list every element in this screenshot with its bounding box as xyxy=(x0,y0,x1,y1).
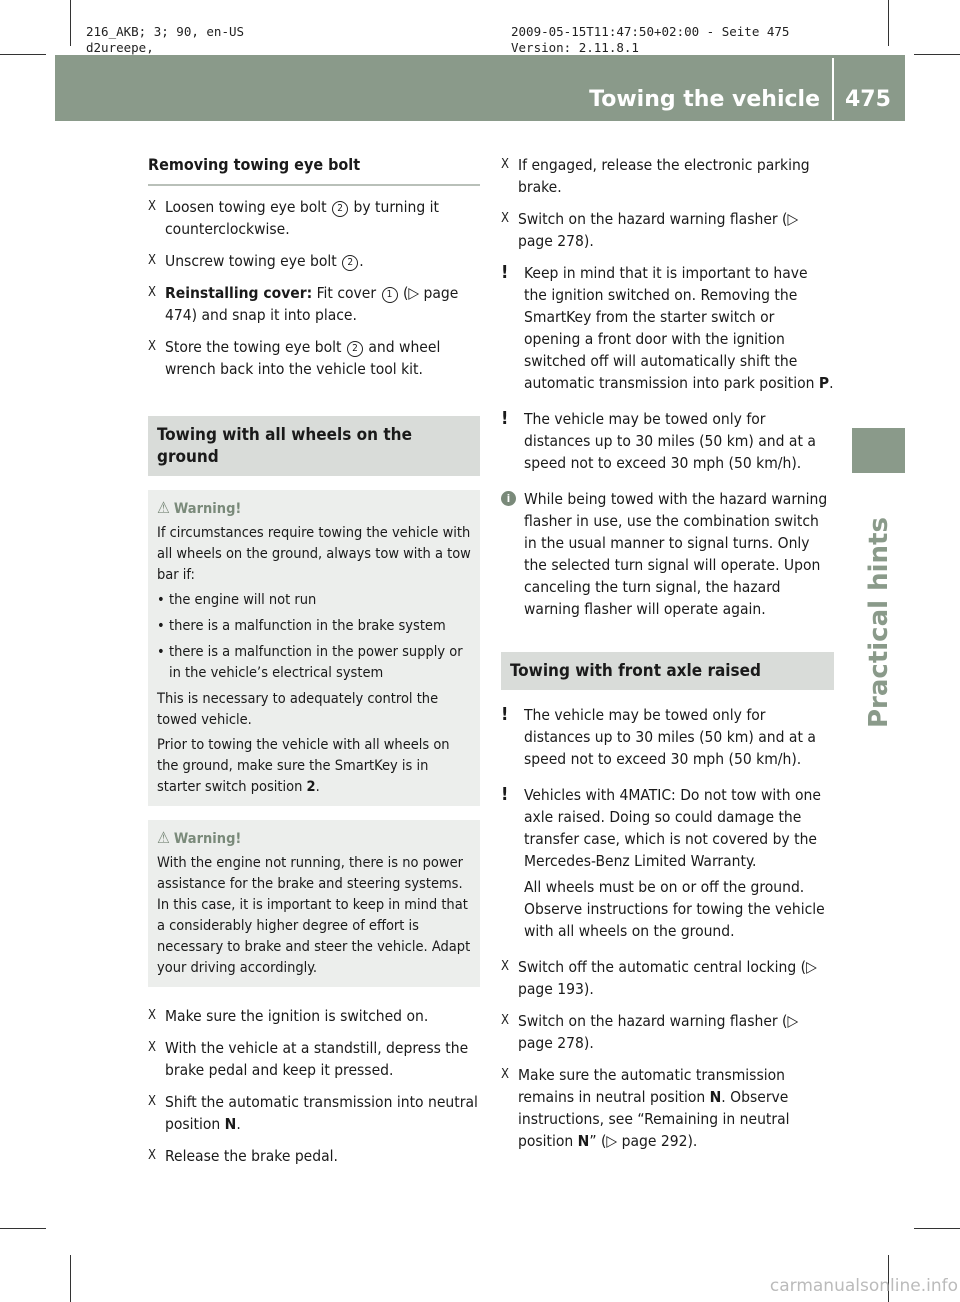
side-tab xyxy=(864,480,898,730)
page-number: 475 xyxy=(845,87,891,112)
step-arrow-icon: X xyxy=(148,253,157,268)
bullet-text: there is a malfunction in the brake system xyxy=(169,618,446,634)
note-text: The vehicle may be towed only for distances up to 30 miles (50 km) and at a speed not to exceed 30 mph (50 km/h). xyxy=(524,706,816,768)
crop-mark xyxy=(914,54,960,55)
caution-icon: ! xyxy=(501,704,509,725)
step-arrow-icon: X xyxy=(148,1094,157,1109)
step-arrow-icon: X xyxy=(148,1040,157,1055)
meta-right xyxy=(511,24,789,56)
step-item xyxy=(148,1145,480,1167)
step-text: Switch on the hazard warning flasher (▷ page 278). xyxy=(518,210,799,250)
step-arrow-icon: X xyxy=(148,339,157,354)
section-heading-front-axle: Towing with front axle raised xyxy=(501,652,834,690)
warning-title xyxy=(157,497,473,520)
warning-title-text: Warning! xyxy=(173,831,242,847)
meta-right-line1: 2009-05-15T11:47:50+02:00 - Seite 475 xyxy=(511,24,790,39)
step-text: If engaged, release the electronic parking brake. xyxy=(518,156,810,196)
bullet-icon: • xyxy=(157,618,165,634)
step-text: by turning it counterclockwise. xyxy=(165,198,439,238)
bullet-icon: • xyxy=(157,644,165,660)
step-text: Unscrew towing eye bolt xyxy=(165,252,342,270)
footer-watermark[interactable]: carmanualsonline.info xyxy=(769,1276,958,1296)
gear-position: N xyxy=(577,1132,590,1150)
step-item xyxy=(148,336,480,380)
crop-mark xyxy=(914,1228,960,1229)
warning-bullet xyxy=(157,590,473,611)
caution-icon: ! xyxy=(501,408,509,429)
gear-position: N xyxy=(709,1088,722,1106)
callout-number: 1 xyxy=(382,287,398,303)
crop-mark xyxy=(888,0,889,46)
right-column xyxy=(501,154,834,1162)
caution-note xyxy=(501,784,834,942)
step-item xyxy=(148,1091,480,1135)
caution-note xyxy=(501,408,834,474)
step-item xyxy=(501,1064,834,1152)
section-heading-all-wheels: Towing with all wheels on the ground xyxy=(148,416,480,476)
warning-bullet xyxy=(157,642,473,684)
note-text: . xyxy=(829,374,834,392)
bullet-icon: • xyxy=(157,592,165,608)
meta-right-line2: Version: 2.11.8.1 xyxy=(511,40,639,55)
caution-icon: ! xyxy=(501,784,509,805)
callout-number: 2 xyxy=(342,255,358,271)
warning-text: With the engine not running, there is no power assistance for the brake and steering systems. In this case, it is important to keep in mind that a considerably higher degree of effort is necessary to brake and steer the vehicle. Adapt your driving accordingly. xyxy=(157,855,471,976)
warning-title xyxy=(157,827,473,850)
crop-mark xyxy=(0,1228,46,1229)
step-text: . Observe instructions, see “Remaining in neutral position xyxy=(518,1088,790,1150)
step-text: With the vehicle at a standstill, depress the brake pedal and keep it pressed. xyxy=(165,1039,469,1079)
warning-title-text: Warning! xyxy=(173,501,242,517)
caution-note xyxy=(501,704,834,770)
step-text: Make sure the ignition is switched on. xyxy=(165,1007,429,1025)
step-text: Fit cover xyxy=(312,284,381,302)
warning-text-part: . xyxy=(315,779,320,795)
step-arrow-icon: X xyxy=(148,285,157,300)
note-text: The vehicle may be towed only for distances up to 30 miles (50 km) and at a speed not to exceed 30 mph (50 km/h). xyxy=(524,410,816,472)
step-text: Switch off the automatic central locking (▷ page 193). xyxy=(518,958,817,998)
step-text: (▷ page 474) and snap it into place. xyxy=(165,284,459,324)
side-tab-band xyxy=(852,428,905,473)
note-text: Vehicles with 4MATIC: Do not tow with one axle raised. Doing so could damage the transfer case, which is not covered by the Mercedes-Benz Limited Warranty. xyxy=(524,786,821,870)
side-tab-label: Practical hints xyxy=(864,517,894,728)
crop-mark xyxy=(70,1255,71,1302)
step-item xyxy=(148,282,480,326)
note-text: All wheels must be on or off the ground. Observe instructions for towing the vehicle with all wheels on the ground. xyxy=(524,878,825,940)
step-arrow-icon: X xyxy=(501,157,510,172)
caution-icon: ! xyxy=(501,262,509,283)
step-arrow-icon: X xyxy=(148,199,157,214)
step-arrow-icon: X xyxy=(501,959,510,974)
warning-text: This is necessary to adequately control the towed vehicle. xyxy=(157,691,439,728)
meta-left-line2: d2ureepe, xyxy=(86,40,154,55)
warning-icon: ⚠ xyxy=(157,498,170,517)
callout-number: 2 xyxy=(347,341,363,357)
warning-text: If circumstances require towing the vehicle with all wheels on the ground, always tow with a tow bar if: xyxy=(157,525,471,583)
step-text: Release the brake pedal. xyxy=(165,1147,338,1165)
step-text: Make sure the automatic transmission remains in neutral position xyxy=(518,1066,785,1106)
meta-left-line1: 216_AKB; 3; 90, en-US xyxy=(86,24,245,39)
gear-position: P xyxy=(818,374,830,392)
caution-note xyxy=(501,262,834,394)
step-bold-label: Reinstalling cover: xyxy=(165,284,313,302)
step-text: and wheel wrench back into the vehicle tool kit. xyxy=(165,338,441,378)
step-text: ” (▷ page 292). xyxy=(589,1132,698,1150)
warning-text xyxy=(157,735,473,798)
warning-box xyxy=(148,820,480,987)
step-arrow-icon: X xyxy=(501,211,510,226)
step-arrow-icon: X xyxy=(501,1013,510,1028)
warning-box xyxy=(148,490,480,806)
step-arrow-icon: X xyxy=(148,1008,157,1023)
note-text: Keep in mind that it is important to have the ignition switched on. Removing the SmartKey from the starter switch or opening a front door with the ignition switched off will automatically shift the automatic transmission into park position xyxy=(524,264,819,392)
step-item xyxy=(501,208,834,252)
warning-bullet xyxy=(157,616,473,637)
step-item xyxy=(148,250,480,272)
step-text: . xyxy=(359,252,364,270)
step-arrow-icon: X xyxy=(148,1148,157,1163)
step-item xyxy=(148,196,480,240)
left-column xyxy=(148,154,480,1177)
gear-position: N xyxy=(224,1115,237,1133)
info-icon: i xyxy=(501,491,516,506)
warning-icon: ⚠ xyxy=(157,828,170,847)
meta-left xyxy=(86,24,244,56)
step-item xyxy=(501,1010,834,1054)
step-text: Store the towing eye bolt xyxy=(165,338,346,356)
callout-number: 2 xyxy=(332,201,348,217)
switch-position: 2 xyxy=(306,779,316,795)
header-title: Towing the vehicle xyxy=(589,87,820,112)
crop-mark xyxy=(70,0,71,46)
info-note xyxy=(501,488,834,620)
step-item xyxy=(148,1037,480,1081)
crop-mark xyxy=(0,54,46,55)
step-text: Switch on the hazard warning flasher (▷ page 278). xyxy=(518,1012,799,1052)
step-item xyxy=(148,1005,480,1027)
step-arrow-icon: X xyxy=(501,1067,510,1082)
step-text: Loosen towing eye bolt xyxy=(165,198,332,216)
note-text: While being towed with the hazard warning flasher in use, use the combination switch in the usual manner to signal turns. Only the selected turn signal will operate. Upon canceling the turn signal, the hazard warning flasher will operate again. xyxy=(524,490,828,618)
step-item xyxy=(501,154,834,198)
step-text: Shift the automatic transmission into neutral position xyxy=(165,1093,478,1133)
warning-text-part: Prior to towing the vehicle with all wheels on the ground, make sure the SmartKey is in starter switch position xyxy=(157,737,450,795)
section-heading-removing: Removing towing eye bolt xyxy=(148,155,361,174)
bullet-text: the engine will not run xyxy=(169,592,317,608)
header-divider xyxy=(832,58,834,120)
step-text: . xyxy=(236,1115,241,1133)
step-item xyxy=(501,956,834,1000)
bullet-text: there is a malfunction in the power supply or in the vehicle’s electrical system xyxy=(169,644,463,681)
